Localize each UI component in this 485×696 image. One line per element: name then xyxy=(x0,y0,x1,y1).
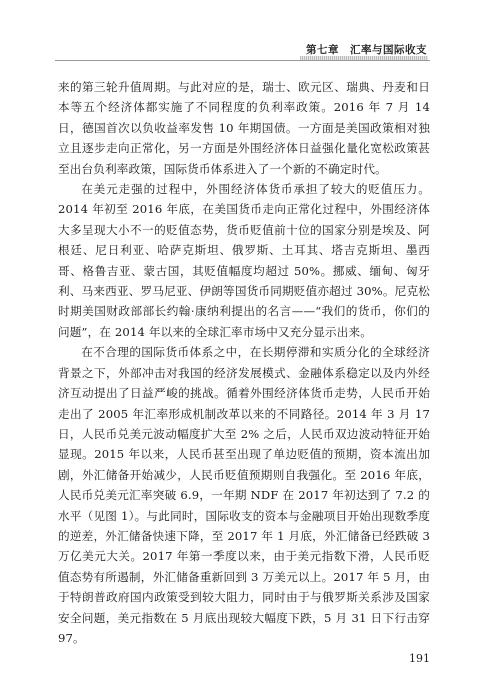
header-rule xyxy=(55,60,430,61)
body-text xyxy=(58,77,430,648)
chapter-title: 第七章 汇率与国际收支 xyxy=(306,44,427,56)
running-header xyxy=(300,42,430,62)
page-number: 191 xyxy=(409,652,430,665)
paragraph: 来的第三轮升值周期。与此对应的是，瑞士、欧元区、瑞典、丹麦和日本等五个经济体都实施了不同程度的负利率政策。2016 年 7 月 14 日，德国首次以负收益率发售 10 年期国债。一方面是美国政策相对独立且逐步走向正常化，另一方面是外围经济体日益强化量化宽松政策甚至出台负利率政策，国际货币体系进入了一个新的不确定时代。 xyxy=(58,80,430,176)
paragraph: 在美元走强的过程中，外围经济体货币承担了较大的贬值压力。2014 年初至 2016 年底，在美国货币走向正常化过程中，外围经济体大多呈现大小不一的贬值态势，货币贬值前十位的国家分别是埃及、阿根廷、尼日利亚、哈萨克斯坦、俄罗斯、土耳其、塔吉克斯坦、墨西哥、格鲁吉亚、蒙古国，其贬值幅度均超过 50%。挪威、缅甸、匈牙利、马来西亚、罗马尼亚、伊朗等国货币同期贬值亦超过 30%。尼克松时期美国财政部部长约翰·康纳利提出的名言——“我们的货币，你们的问题”，在 2014 年以来的全球汇率市场中又充分显示出来。 xyxy=(58,182,430,339)
paragraph: 在不合理的国际货币体系之中，在长期停滞和实质分化的全球经济背景之下，外部冲击对我国的经济发展模式、金融体系稳定以及内外经济互动提出了日益严峻的挑战。循着外围经济体货币走势，人民币开始走出了 2005 年汇率形成机制改革以来的不同路径。2014 年 3 月 17 日，人民币兑美元波动幅度扩大至 2% 之后，人民币双边波动特征开始显现。2015 年以来，人民币甚至出现了单边贬值的预期，资本流出加剧，外汇储备开始减少，人民币贬值预期则自我强化。至 2016 年底，人民币兑美元汇率突破 6.9，一年期 NDF 在 2017 年初达到了 7.2 的水平（见图 1）。与此同时，国际收支的资本与金融项目开始出现数季度的逆差，外汇储备快速下降，至 2017 年 1 月底，外汇储备已经跌破 3 万亿美元大关。2017 年第一季度以来，由于美元指数下滑，人民币贬值态势有所遏制，外汇储备重新回到 3 万美元以上。2017 年 5 月，由于特朗普政府国内政策受到较大阻力，同时由于与俄罗斯关系涉及国家安全问题，美元指数在 5 月底出现较大幅度下跌，5 月 31 日下行击穿 97。 xyxy=(58,345,430,645)
